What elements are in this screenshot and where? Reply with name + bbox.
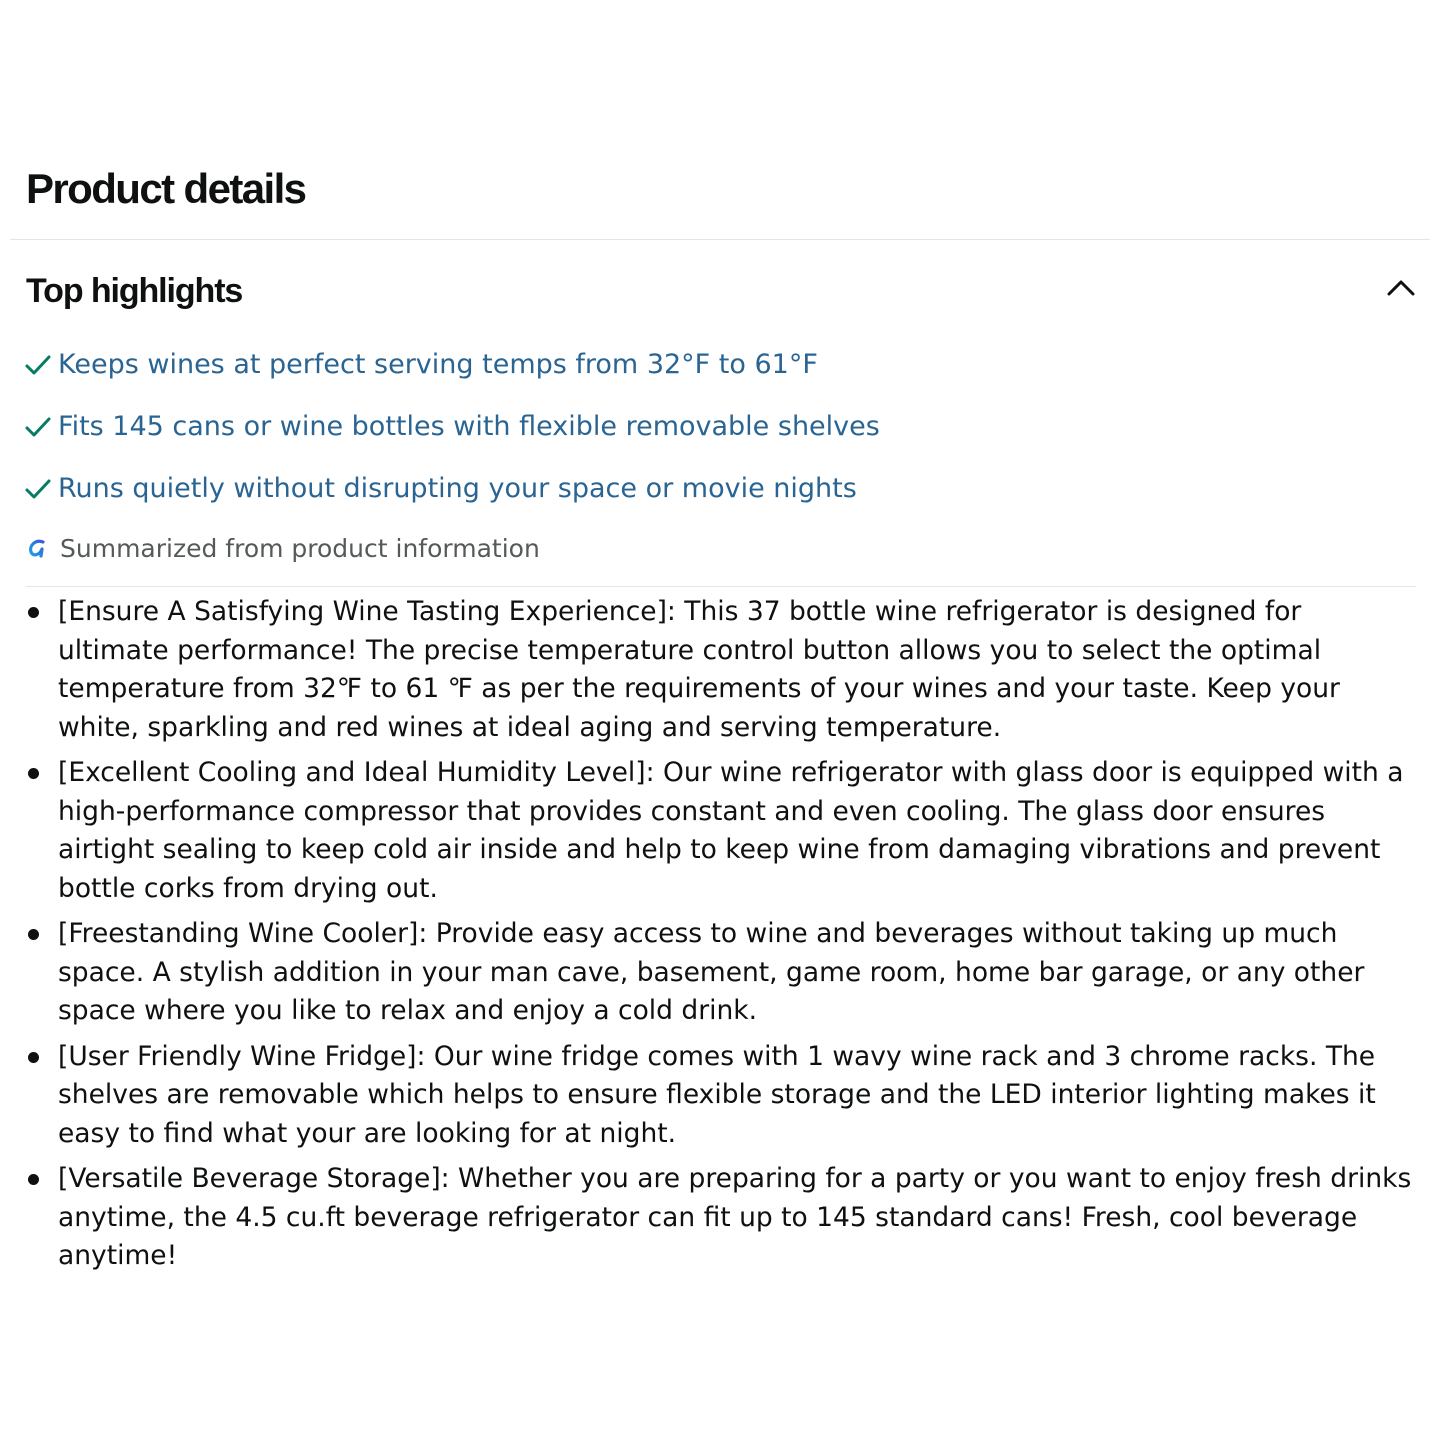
highlight-text: Fits 145 cans or wine bottles with flexible removable shelves — [58, 411, 880, 442]
page-title: Product details — [26, 165, 306, 212]
feature-bullet-text: [Excellent Cooling and Ideal Humidity Level]: Our wine refrigerator with glass door is equipped with a high-performance compressor that provides constant and even cooling. The glass door ensures airtight sealing to keep cold air inside and help to keep wine from damaging vibrations and prevent bottle corks from drying out. — [58, 757, 1404, 904]
highlights-divider — [26, 586, 1416, 587]
collapse-toggle-button[interactable] — [1384, 272, 1418, 306]
summary-note — [26, 528, 540, 568]
feature-bullet — [58, 1160, 1418, 1276]
bullet-dot — [28, 1174, 39, 1185]
highlight-text: Runs quietly without disrupting your space or movie nights — [58, 473, 857, 504]
bullet-dot — [28, 607, 39, 618]
feature-bullet — [58, 754, 1418, 908]
section-divider — [10, 239, 1430, 240]
feature-bullet — [58, 1038, 1418, 1154]
summary-text: Summarized from product information — [60, 533, 540, 563]
highlight-item — [24, 340, 1414, 390]
top-highlights-list — [24, 340, 1414, 526]
check-icon — [24, 475, 52, 503]
top-highlights-title: Top highlights — [26, 272, 243, 310]
highlight-item — [24, 464, 1414, 514]
feature-bullet-text: [Ensure A Satisfying Wine Tasting Experience]: This 37 bottle wine refrigerator is designed for ultimate performance! The precise temperature control button allows you to select the optimal temperature from 32℉ to 61 ℉ as per the requirements of your wines and your taste. Keep your white, sparkling and red wines at ideal aging and serving temperature. — [58, 596, 1340, 743]
feature-bullet-text: [Freestanding Wine Cooler]: Provide easy access to wine and beverages without taking up much space. A stylish addition in your man cave, basement, game room, home bar garage, or any other space where you like to relax and enjoy a cold drink. — [58, 918, 1365, 1026]
top-highlights-header[interactable] — [26, 262, 1418, 320]
feature-bullet — [58, 593, 1418, 747]
bullet-dot — [28, 929, 39, 940]
feature-bullet — [58, 915, 1418, 1031]
check-icon — [24, 351, 52, 379]
bullet-dot — [28, 1052, 39, 1063]
feature-bullet-text: [User Friendly Wine Fridge]: Our wine fridge comes with 1 wavy wine rack and 3 chrome racks. The shelves are removable which helps to ensure flexible storage and the LED interior lighting makes it easy to find what your are looking for at night. — [58, 1040, 1376, 1149]
highlight-text: Keeps wines at perfect serving temps from 32°F to 61°F — [58, 349, 818, 380]
feature-bullet-text: [Versatile Beverage Storage]: Whether you are preparing for a party or you want to enjoy fresh drinks anytime, the 4.5 cu.ft beverage refrigerator can fit up to 145 standard cans! Fresh, cool beverage anytime! — [58, 1163, 1412, 1271]
bullet-dot — [28, 768, 39, 779]
ai-sparkle-icon — [26, 536, 50, 560]
check-icon — [24, 413, 52, 441]
feature-bullets-list — [58, 593, 1418, 1283]
chevron-up-icon — [1384, 272, 1418, 306]
highlight-item — [24, 402, 1414, 452]
